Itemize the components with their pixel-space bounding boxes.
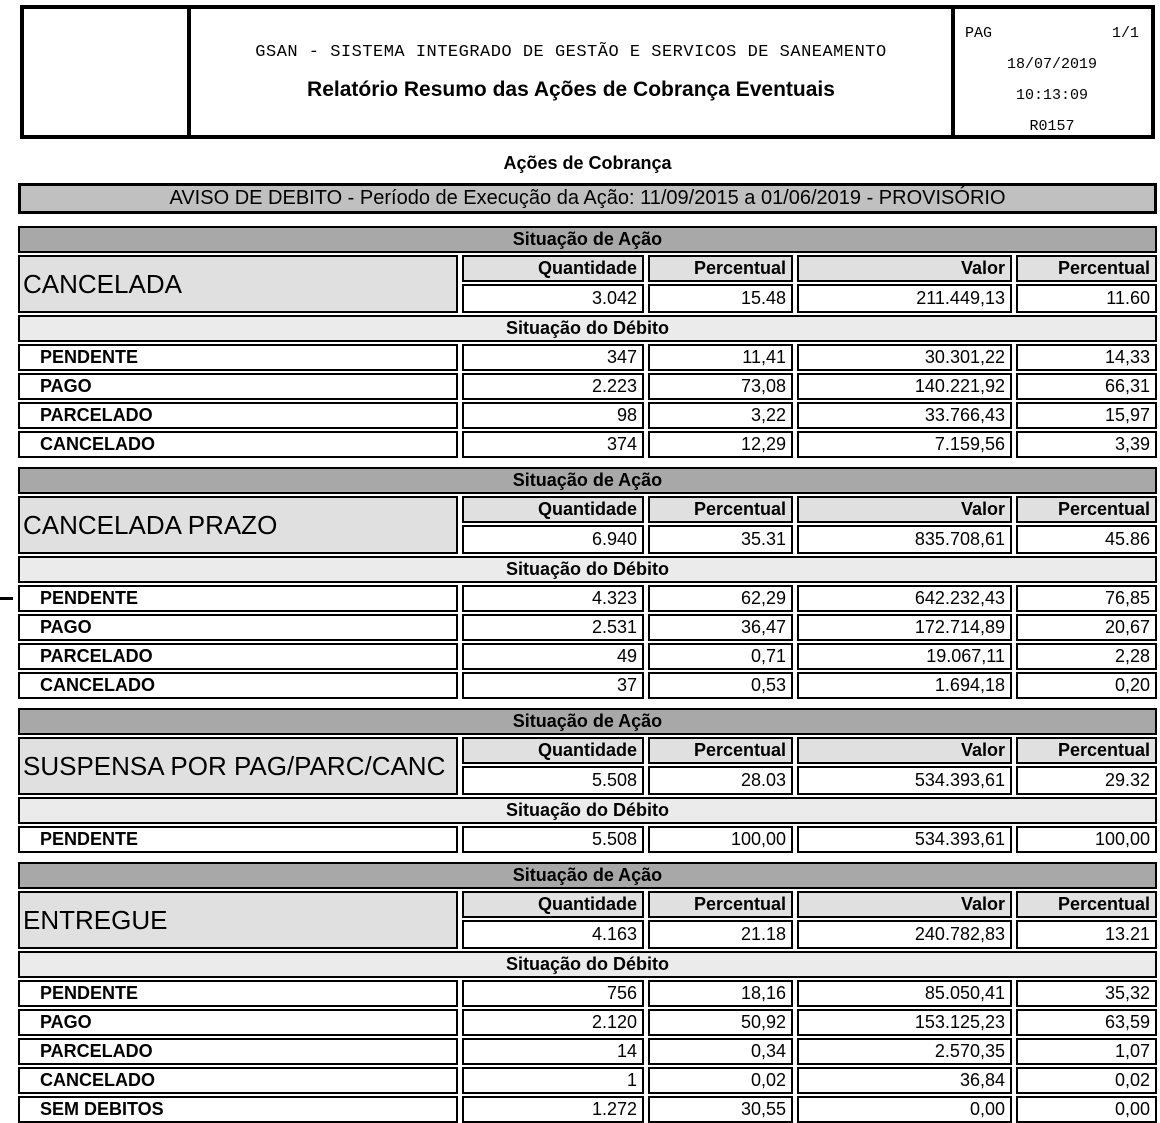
debit-row-label: PENDENTE bbox=[18, 980, 458, 1007]
debit-row-label: PARCELADO bbox=[18, 1038, 458, 1065]
debit-valor-percentual: 15,97 bbox=[1016, 402, 1157, 429]
sections-container bbox=[18, 226, 1155, 1123]
action-valor-percentual: 29.32 bbox=[1016, 766, 1157, 795]
debit-percentual: 18,16 bbox=[648, 980, 793, 1007]
debit-valor-percentual: 3,39 bbox=[1016, 431, 1157, 458]
col-header-valor: Valor bbox=[797, 737, 1012, 764]
logo-placeholder bbox=[24, 9, 191, 135]
debit-percentual: 3,22 bbox=[648, 402, 793, 429]
debit-quantidade: 2.531 bbox=[462, 614, 644, 641]
col-header-percentual: Percentual bbox=[648, 737, 793, 764]
debit-valor-percentual: 63,59 bbox=[1016, 1009, 1157, 1036]
action-status-bar: Situação de Ação bbox=[18, 467, 1157, 494]
debit-valor: 85.050,41 bbox=[797, 980, 1012, 1007]
filter-bar: AVISO DE DEBITO - Período de Execução da Ação: 11/09/2015 a 01/06/2019 - PROVISÓRIO bbox=[18, 183, 1157, 214]
debit-row-label: CANCELADO bbox=[18, 672, 458, 699]
debit-row-label: PARCELADO bbox=[18, 643, 458, 670]
col-header-valor: Valor bbox=[797, 496, 1012, 523]
debit-row-label: PAGO bbox=[18, 1009, 458, 1036]
debit-valor: 2.570,35 bbox=[797, 1038, 1012, 1065]
action-status-bar: Situação de Ação bbox=[18, 708, 1157, 735]
section-suspensa bbox=[18, 708, 1157, 853]
debit-row-label: PENDENTE bbox=[18, 344, 458, 371]
section-name: CANCELADA bbox=[18, 255, 458, 313]
col-header-percentual: Percentual bbox=[1016, 255, 1157, 282]
debit-status-bar: Situação do Débito bbox=[18, 797, 1157, 824]
debit-quantidade: 2.223 bbox=[462, 373, 644, 400]
col-header-percentual: Percentual bbox=[648, 496, 793, 523]
debit-percentual: 11,41 bbox=[648, 344, 793, 371]
debit-valor-percentual: 20,67 bbox=[1016, 614, 1157, 641]
debit-valor-percentual: 35,32 bbox=[1016, 980, 1157, 1007]
debit-valor: 140.221,92 bbox=[797, 373, 1012, 400]
col-header-quantidade: Quantidade bbox=[462, 737, 644, 764]
debit-quantidade: 1 bbox=[462, 1067, 644, 1094]
debit-valor: 153.125,23 bbox=[797, 1009, 1012, 1036]
col-header-quantidade: Quantidade bbox=[462, 255, 644, 282]
debit-row-label: PAGO bbox=[18, 614, 458, 641]
section-name: SUSPENSA POR PAG/PARC/CANC bbox=[18, 737, 458, 795]
debit-row-label: PAGO bbox=[18, 373, 458, 400]
debit-quantidade: 14 bbox=[462, 1038, 644, 1065]
action-percentual: 21.18 bbox=[648, 920, 793, 949]
debit-quantidade: 5.508 bbox=[462, 826, 644, 853]
col-header-percentual: Percentual bbox=[648, 255, 793, 282]
col-header-percentual: Percentual bbox=[1016, 496, 1157, 523]
debit-quantidade: 1.272 bbox=[462, 1096, 644, 1123]
action-quantidade: 4.163 bbox=[462, 920, 644, 949]
debit-valor-percentual: 1,07 bbox=[1016, 1038, 1157, 1065]
action-valor-percentual: 11.60 bbox=[1016, 284, 1157, 313]
debit-percentual: 100,00 bbox=[648, 826, 793, 853]
debit-status-bar: Situação do Débito bbox=[18, 315, 1157, 342]
debit-percentual: 0,34 bbox=[648, 1038, 793, 1065]
debit-percentual: 50,92 bbox=[648, 1009, 793, 1036]
debit-quantidade: 2.120 bbox=[462, 1009, 644, 1036]
report-header bbox=[20, 5, 1155, 139]
col-header-quantidade: Quantidade bbox=[462, 496, 644, 523]
action-percentual: 35.31 bbox=[648, 525, 793, 554]
action-valor: 211.449,13 bbox=[797, 284, 1012, 313]
debit-percentual: 30,55 bbox=[648, 1096, 793, 1123]
col-header-percentual: Percentual bbox=[648, 891, 793, 918]
debit-quantidade: 756 bbox=[462, 980, 644, 1007]
debit-quantidade: 347 bbox=[462, 344, 644, 371]
report-title: Relatório Resumo das Ações de Cobrança Eventuais bbox=[307, 77, 835, 101]
debit-valor: 30.301,22 bbox=[797, 344, 1012, 371]
col-header-quantidade: Quantidade bbox=[462, 891, 644, 918]
page-indicator bbox=[965, 25, 1139, 42]
header-meta bbox=[951, 9, 1151, 135]
debit-row-label: PARCELADO bbox=[18, 402, 458, 429]
debit-status-bar: Situação do Débito bbox=[18, 556, 1157, 583]
debit-valor: 36,84 bbox=[797, 1067, 1012, 1094]
debit-quantidade: 4.323 bbox=[462, 585, 644, 612]
section-name: CANCELADA PRAZO bbox=[18, 496, 458, 554]
col-header-valor: Valor bbox=[797, 891, 1012, 918]
debit-valor-percentual: 66,31 bbox=[1016, 373, 1157, 400]
debit-row-label: CANCELADO bbox=[18, 431, 458, 458]
debit-percentual: 73,08 bbox=[648, 373, 793, 400]
section-cancelada-prazo bbox=[18, 467, 1157, 699]
action-percentual: 15.48 bbox=[648, 284, 793, 313]
debit-valor: 534.393,61 bbox=[797, 826, 1012, 853]
page-title: Ações de Cobrança bbox=[503, 153, 672, 173]
debit-valor: 642.232,43 bbox=[797, 585, 1012, 612]
section-entregue bbox=[18, 862, 1157, 1123]
debit-row-label: CANCELADO bbox=[18, 1067, 458, 1094]
debit-valor-percentual: 14,33 bbox=[1016, 344, 1157, 371]
debit-quantidade: 37 bbox=[462, 672, 644, 699]
page-number: 1/1 bbox=[1111, 25, 1139, 42]
debit-quantidade: 98 bbox=[462, 402, 644, 429]
col-header-percentual: Percentual bbox=[1016, 891, 1157, 918]
action-valor: 534.393,61 bbox=[797, 766, 1012, 795]
debit-quantidade: 374 bbox=[462, 431, 644, 458]
debit-valor: 7.159,56 bbox=[797, 431, 1012, 458]
margin-tick bbox=[0, 597, 13, 600]
debit-valor: 0,00 bbox=[797, 1096, 1012, 1123]
header-center bbox=[191, 9, 951, 135]
section-cancelada bbox=[18, 226, 1157, 458]
col-header-valor: Valor bbox=[797, 255, 1012, 282]
debit-valor: 33.766,43 bbox=[797, 402, 1012, 429]
debit-percentual: 36,47 bbox=[648, 614, 793, 641]
action-quantidade: 5.508 bbox=[462, 766, 644, 795]
pag-label: PAG bbox=[965, 25, 993, 42]
debit-percentual: 0,53 bbox=[648, 672, 793, 699]
debit-valor-percentual: 100,00 bbox=[1016, 826, 1157, 853]
action-quantidade: 6.940 bbox=[462, 525, 644, 554]
col-header-percentual: Percentual bbox=[1016, 737, 1157, 764]
debit-valor-percentual: 0,20 bbox=[1016, 672, 1157, 699]
debit-row-label: PENDENTE bbox=[18, 585, 458, 612]
debit-valor: 172.714,89 bbox=[797, 614, 1012, 641]
debit-valor-percentual: 0,02 bbox=[1016, 1067, 1157, 1094]
report-time: 10:13:09 bbox=[1015, 87, 1088, 104]
report-date: 18/07/2019 bbox=[1006, 56, 1097, 73]
debit-row-label: PENDENTE bbox=[18, 826, 458, 853]
debit-quantidade: 49 bbox=[462, 643, 644, 670]
action-valor-percentual: 45.86 bbox=[1016, 525, 1157, 554]
debit-valor-percentual: 76,85 bbox=[1016, 585, 1157, 612]
debit-percentual: 62,29 bbox=[648, 585, 793, 612]
debit-valor: 1.694,18 bbox=[797, 672, 1012, 699]
debit-valor: 19.067,11 bbox=[797, 643, 1012, 670]
action-valor-percentual: 13.21 bbox=[1016, 920, 1157, 949]
report-page bbox=[20, 5, 1155, 1123]
debit-percentual: 0,71 bbox=[648, 643, 793, 670]
report-code: R0157 bbox=[1029, 118, 1075, 135]
action-quantidade: 3.042 bbox=[462, 284, 644, 313]
debit-valor-percentual: 0,00 bbox=[1016, 1096, 1157, 1123]
section-name: ENTREGUE bbox=[18, 891, 458, 949]
system-title: GSAN - SISTEMA INTEGRADO DE GESTÃO E SERVICOS DE SANEAMENTO bbox=[255, 42, 887, 62]
action-status-bar: Situação de Ação bbox=[18, 226, 1157, 253]
action-percentual: 28.03 bbox=[648, 766, 793, 795]
debit-status-bar: Situação do Débito bbox=[18, 951, 1157, 978]
action-valor: 240.782,83 bbox=[797, 920, 1012, 949]
action-status-bar: Situação de Ação bbox=[18, 862, 1157, 889]
debit-percentual: 12,29 bbox=[648, 431, 793, 458]
action-valor: 835.708,61 bbox=[797, 525, 1012, 554]
debit-row-label: SEM DEBITOS bbox=[18, 1096, 458, 1123]
debit-percentual: 0,02 bbox=[648, 1067, 793, 1094]
debit-valor-percentual: 2,28 bbox=[1016, 643, 1157, 670]
